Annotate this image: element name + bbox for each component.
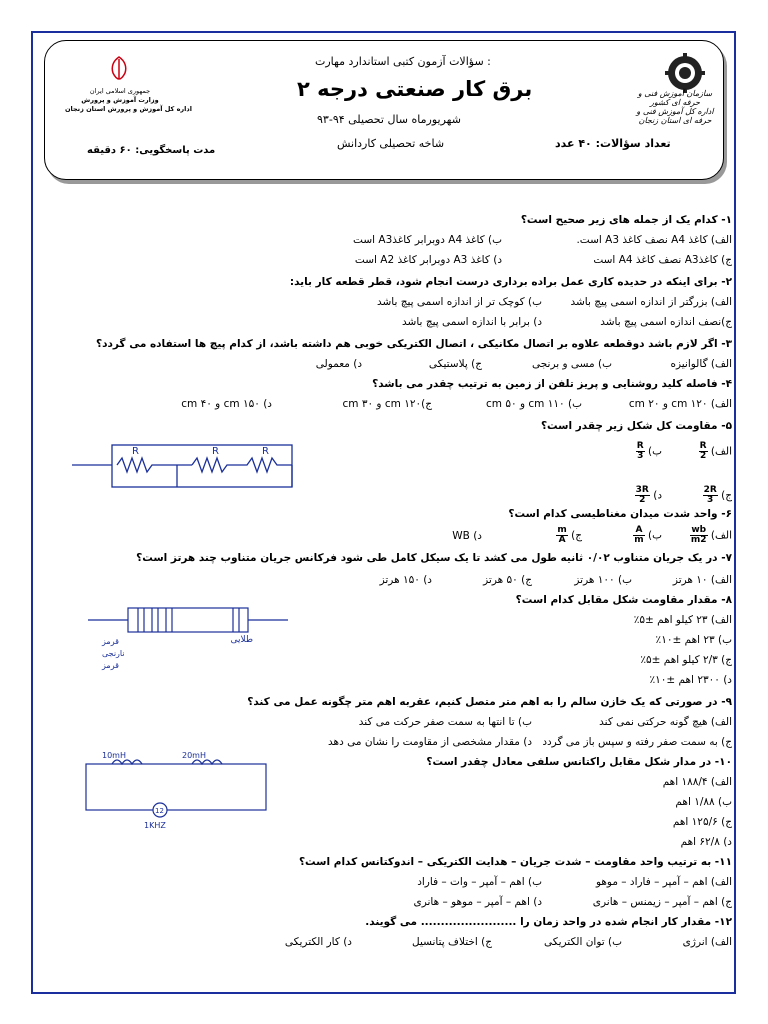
denominator: m [634, 535, 644, 545]
option: ب) کاغذ A4 دوبرابر کاغذA3 است [353, 234, 502, 246]
option: د) کار الکتریکی [284, 936, 352, 948]
exam-branch: شاخه تحصیلی کاردانش [337, 137, 445, 150]
resistor-label: R [132, 446, 139, 457]
band-label-gold: طلایی [230, 635, 253, 645]
resistor-label: R [262, 446, 269, 457]
fraction [635, 486, 650, 505]
band-label-1: قرمز [102, 637, 119, 646]
option: ب) ۱/۸۸ اهم [675, 796, 732, 808]
fraction [690, 526, 708, 545]
numerator: m [557, 525, 567, 535]
inductor-label-2: 20mH [182, 751, 206, 760]
option: ج) ۵۰ هرتز [483, 574, 532, 586]
option: د) برابر با اندازه اسمی پیچ باشد [402, 316, 542, 328]
option: ج) اختلاف پتانسیل [412, 936, 492, 948]
organization-logo-icon [665, 53, 705, 93]
question-5: ۵- مقاومت کل شکل زیر چقدر است؟ [540, 420, 732, 432]
band-label-3: قرمز [102, 661, 119, 670]
denominator: 2 [639, 495, 646, 505]
exam-date: شهریورماه سال تحصیلی ۹۴-۹۳ [317, 113, 461, 126]
option: ب) تا انتها به سمت صفر حرکت می کند [358, 716, 532, 728]
option-label: ج) [721, 489, 732, 502]
denominator: 3 [637, 451, 644, 461]
fraction [633, 526, 644, 545]
frequency-label: 1KHZ [144, 821, 166, 830]
option: الف) ۱۲۰ cm و ۲۰ cm [628, 398, 732, 410]
option: ب) کوچک تر از اندازه اسمی پیچ باشد [376, 296, 542, 308]
option: د) WB [452, 530, 482, 542]
option: الف) کاغذ A4 نصف کاغذ A3 است. [576, 234, 732, 246]
option: ج) کاغذA3 نصف کاغذ A4 است [593, 254, 732, 266]
option-label: الف) [710, 445, 732, 458]
resistor-circuit-diagram [72, 440, 302, 500]
option: د) مقدار مشخصی از مقاومت را نشان می دهد [328, 736, 532, 748]
numerator: 3R [635, 485, 649, 495]
question-9: ۹- در صورتی که یک خازن سالم را به اهم متر متصل کنیم، عقربه اهم متر چگونه عمل می کند؟ [247, 696, 732, 708]
option [556, 526, 582, 545]
numerator: R [699, 441, 707, 451]
option: د) معمولی [315, 358, 362, 370]
option: الف) بزرگتر از اندازه اسمی پیچ باشد [570, 296, 732, 308]
question-2: ۲- برای اینکه در حدیده کاری عمل براده برداری درست انجام شود، قطر قطعه کار باید: [289, 276, 732, 288]
question-count: تعداد سؤالات: ۴۰ عدد [555, 137, 671, 150]
organization-name: سازمان آموزش فنی و حرفه ای کشور اداره کل آموزش فنی و حرفه ای استان زنجان [636, 89, 714, 125]
question-12: ۱۲- مقدار کار انجام شده در واحد زمان را ........................ می گویند. [365, 916, 732, 928]
option: ب) اهم – آمپر – وات – فاراد [417, 876, 542, 888]
iran-emblem-icon [107, 55, 131, 81]
country-name: جمهوری اسلامی ایران [89, 87, 151, 95]
option [690, 526, 732, 545]
option-label: د) [653, 489, 662, 502]
fraction [556, 526, 567, 545]
exam-header [44, 40, 724, 180]
question-6: ۶- واحد شدت میدان مغناطیسی کدام است؟ [508, 508, 732, 520]
exam-title: برق کار صنعتی درجه ۲ [297, 77, 533, 101]
question-7: ۷- در یک جریان متناوب ۰/۰۲ ثانیه طول می کشد تا یک سیکل کامل طی شود فرکانس جریان متناوب چند هرتز است؟ [136, 552, 732, 564]
option: ج) به سمت صفر رفته و سپس باز می گردد [542, 736, 732, 748]
option: ج) ۲/۳ کیلو اهم ±۵٪ [640, 654, 732, 666]
fraction [636, 442, 645, 461]
question-11: ۱۱- به ترتیب واحد مقاومت – شدت جریان – هدایت الکتریکی – اندوکتانس کدام است؟ [298, 856, 732, 868]
numerator: R [636, 441, 644, 451]
question-8: ۸- مقدار مقاومت شکل مقابل کدام است؟ [515, 594, 732, 606]
denominator: 3 [707, 495, 714, 505]
option [699, 442, 732, 461]
option: الف) ۱۰ هرتز [672, 574, 732, 586]
option: الف) ۲۳ کیلو اهم ±۵٪ [633, 614, 732, 626]
option: ج)نصف اندازه اسمی پیچ باشد [600, 316, 732, 328]
question-1: ۱- کدام یک از جمله های زیر صحیح است؟ [520, 214, 732, 226]
color-coded-resistor-diagram [88, 602, 298, 672]
denominator: A [558, 535, 566, 545]
option [633, 526, 662, 545]
option: ب) ۲۳ اهم ±۱۰٪ [655, 634, 732, 646]
option: ب) ۱۱۰ cm و ۵۰ cm [486, 398, 582, 410]
fraction [703, 486, 718, 505]
option: د) ۶۲/۸ اهم [680, 836, 732, 848]
option: ج) ۱۲۵/۶ اهم [672, 816, 732, 828]
fraction [699, 442, 708, 461]
option: الف) گالوانیزه [670, 358, 732, 370]
question-3: ۳- اگر لازم باشد دوقطعه علاوه بر اتصال مکانیکی ، اتصال الکتریکی خوبی هم داشته باشد، از کدام پیچ ها استفاده می گردد؟ [96, 338, 732, 350]
option: ب) توان الکتریکی [544, 936, 622, 948]
question-10: ۱۰- در مدار شکل مقابل راکتانس سلفی معادل چقدر است؟ [426, 756, 732, 768]
option: د) ۱۵۰ هرتز [379, 574, 432, 586]
option [703, 486, 732, 505]
option: د) ۱۵۰ cm و ۴۰ cm [181, 398, 272, 410]
option: د) ۲۳۰۰ اهم ±۱۰٪ [649, 674, 732, 686]
ministry-name [65, 87, 192, 114]
inductor-circuit-diagram [82, 752, 282, 832]
denominator: m2 [690, 535, 707, 545]
option: ب) مسی و برنجی [532, 358, 612, 370]
exam-duration: مدت پاسخگویی: ۶۰ دقیقه [87, 145, 216, 156]
option-label: ب) [648, 529, 662, 542]
option: د) کاغذ A3 دوبرابر کاغذ A2 است [354, 254, 502, 266]
option: ج) اهم – آمپر – زیمنس – هانری [592, 896, 732, 908]
numerator: wb [691, 525, 707, 535]
band-label-2: نارنجی [102, 649, 125, 658]
department-title: اداره کل آموزش و پرورش استان زنجان [65, 105, 192, 113]
option-label: ج) [571, 529, 582, 542]
numerator: A [633, 526, 644, 536]
option: الف) انرژی [682, 936, 732, 948]
option-label: ب) [648, 445, 662, 458]
option: ج)۱۲۰ cm و ۳۰ cm [342, 398, 432, 410]
option: ج) پلاستیکی [428, 358, 482, 370]
option: د) اهم – آمپر – موهو – هانری [413, 896, 542, 908]
exam-type: سؤالات آزمون کتبی استاندارد مهارت : [315, 55, 491, 68]
source-value: 12 [155, 807, 164, 815]
denominator: 2 [699, 451, 707, 461]
resistor-label: R [212, 446, 219, 457]
option [635, 486, 662, 505]
ministry-title: وزارت آموزش و پرورش [81, 96, 159, 104]
question-4: ۴- فاصله کلید روشنایی و پریز تلفن از زمین به ترتیب چقدر می باشد؟ [372, 378, 732, 390]
option: ب) ۱۰۰ هرتز [574, 574, 632, 586]
inductor-label-1: 10mH [102, 751, 126, 760]
option: الف) اهم – آمپر – فاراد – موهو [595, 876, 732, 888]
option-label: الف) [710, 529, 732, 542]
option: الف) ۱۸۸/۴ اهم [662, 776, 732, 788]
numerator: 2R [703, 485, 717, 495]
option [636, 442, 662, 461]
option: الف) هیچ گونه حرکتی نمی کند [599, 716, 732, 728]
